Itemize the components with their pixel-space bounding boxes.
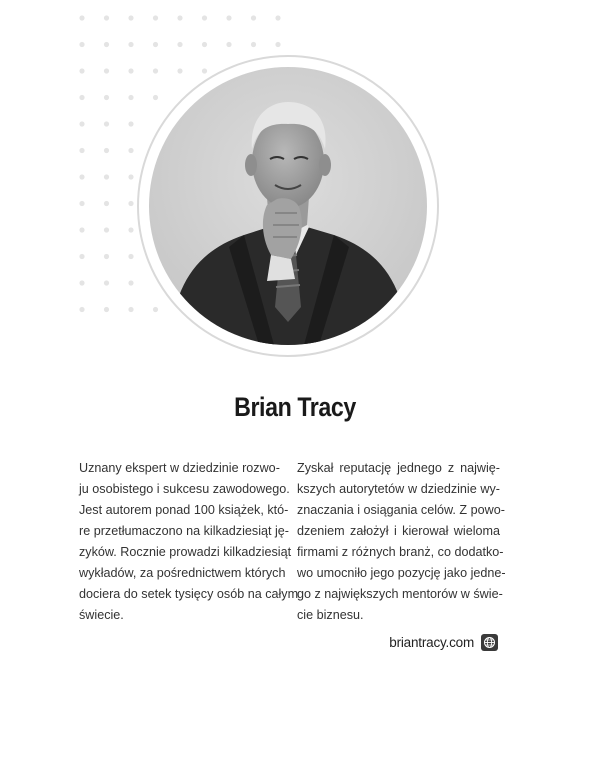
decor-dot — [104, 307, 109, 312]
decor-dot — [79, 174, 84, 179]
decor-dot — [128, 148, 133, 153]
bio-line: firmami z różnych branż, co dodatko- — [297, 545, 504, 559]
bio-line: cie biznesu. — [297, 608, 364, 622]
decor-dot — [128, 201, 133, 206]
decor-dot — [104, 42, 109, 47]
bio-line: świecie. — [79, 608, 124, 622]
decor-dot — [79, 227, 84, 232]
decor-dot — [177, 42, 182, 47]
decor-dot — [153, 42, 158, 47]
author-portrait-frame — [137, 55, 439, 357]
author-name: Brian Tracy — [234, 392, 356, 422]
decor-dot — [128, 307, 133, 312]
decor-dot — [79, 201, 84, 206]
decor-dot — [79, 42, 84, 47]
bio-line: kszych autorytetów w dziedzinie wy- — [297, 482, 500, 496]
decor-dot — [104, 15, 109, 20]
decor-dot — [128, 227, 133, 232]
bio-line: re przetłumaczono na kilkadziesiąt ję- — [79, 524, 289, 538]
decor-dot — [275, 15, 280, 20]
decor-dot — [128, 254, 133, 259]
decor-dot — [251, 15, 256, 20]
bio-line: go z największych mentorów w świe- — [297, 587, 503, 601]
bio-line: ju osobistego i sukcesu zawodowego. — [79, 482, 290, 496]
bio-line: Zyskał reputację jednego z najwię- — [297, 461, 500, 475]
bio-line: Uznany ekspert w dziedzinie rozwo- — [79, 461, 280, 475]
decor-dot — [128, 280, 133, 285]
author-portrait — [149, 67, 427, 345]
decor-dot — [79, 15, 84, 20]
decor-dot — [79, 254, 84, 259]
decor-dot — [104, 121, 109, 126]
bio-line: wykładów, za pośrednictwem których — [79, 566, 286, 580]
decor-dot — [79, 307, 84, 312]
bio-line: Jest autorem ponad 100 książek, któ- — [79, 503, 289, 517]
decor-dot — [104, 174, 109, 179]
decor-dot — [104, 68, 109, 73]
decor-dot — [128, 15, 133, 20]
decor-dot — [104, 280, 109, 285]
website-url[interactable]: briantracy.com — [389, 635, 474, 650]
decor-dot — [104, 148, 109, 153]
decor-dot — [128, 121, 133, 126]
website-link[interactable] — [389, 634, 498, 651]
bio-column-right — [297, 458, 506, 626]
decor-dot — [79, 95, 84, 100]
globe-icon — [481, 634, 498, 651]
decor-dot — [177, 15, 182, 20]
decor-dot — [79, 68, 84, 73]
decor-dot — [153, 15, 158, 20]
decor-dot — [226, 42, 231, 47]
decor-dot — [226, 15, 231, 20]
bio-line: zyków. Rocznie prowadzi kilkadziesiąt — [79, 545, 292, 559]
decor-dot — [79, 148, 84, 153]
decor-dot — [275, 42, 280, 47]
decor-dot — [251, 42, 256, 47]
decor-dot — [104, 201, 109, 206]
decor-dot — [128, 95, 133, 100]
decor-dot — [79, 121, 84, 126]
bio-column-left — [79, 458, 299, 626]
decor-dot — [104, 95, 109, 100]
bio-line: dociera do setek tysięcy osób na całym — [79, 587, 299, 601]
bio-line: wo umocniło jego pozycję jako jedne- — [297, 566, 506, 580]
decor-dot — [128, 42, 133, 47]
decor-dot — [104, 254, 109, 259]
decor-dot — [128, 174, 133, 179]
decor-dot — [128, 68, 133, 73]
bio-line: dzeniem założył i kierował wieloma — [297, 524, 500, 538]
decor-dot — [202, 15, 207, 20]
decor-dot — [202, 42, 207, 47]
bio-line: znaczania i osiągania celów. Z powo- — [297, 503, 505, 517]
decor-dot — [79, 280, 84, 285]
decor-dot — [104, 227, 109, 232]
